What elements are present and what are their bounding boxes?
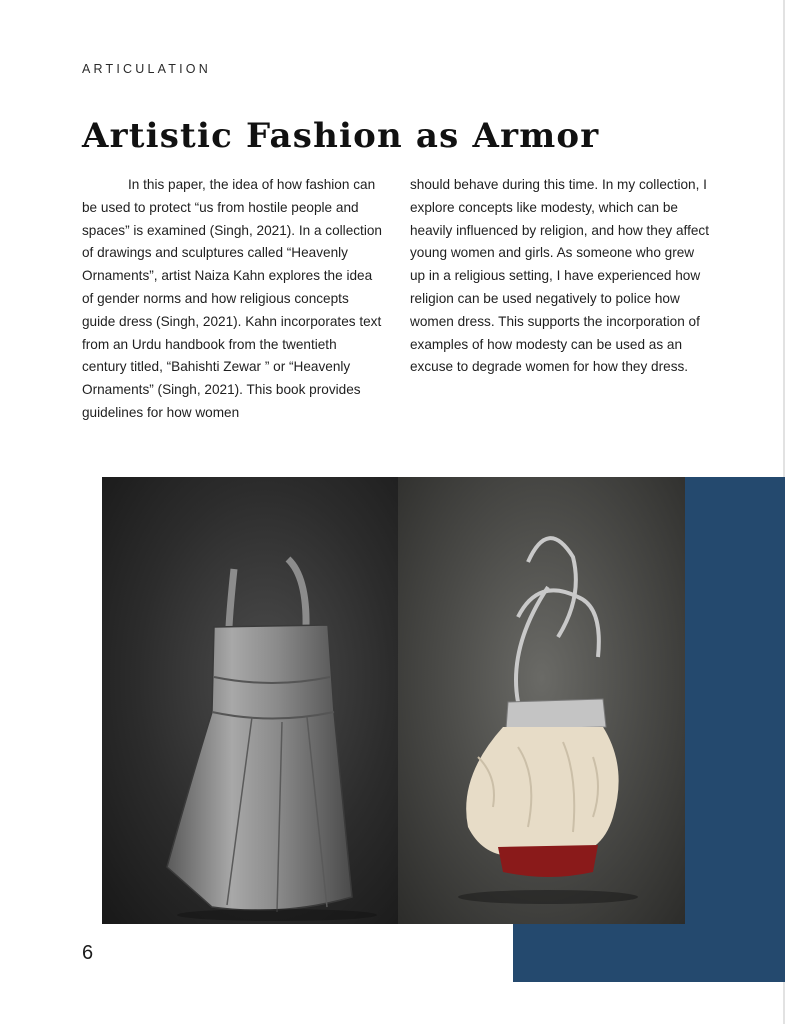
text-column-left — [82, 174, 382, 425]
photo-pair — [102, 477, 685, 924]
metal-dress-illustration — [102, 477, 398, 924]
page-number: 6 — [82, 942, 94, 964]
body-paragraph: should behave during this time. In my collection, I explore concepts like modesty, which can be heavily influenced by religion, and how they affect young women and girls. As someone who grew up in a religious setting, I have experienced how religion can be used negatively to police how women dress. This supports the incorporation of examples of how modesty can be used as an excuse to degrade women for how they dress. — [410, 177, 710, 375]
section-label: ARTICULATION — [82, 62, 211, 76]
text-column-right — [410, 174, 710, 379]
body-paragraph: In this paper, the idea of how fashion can be used to protect “us from hostile people and spaces” is examined (Singh, 2021). In a collection of drawings and sculptures called “Heavenly Ornaments”, artist Naiza Kahn explores the idea of gender norms and how religious concepts guide dress (Singh, 2021). Kahn incorporates text from an Urdu handbook from the twentieth century titled, “Bahishti Zewar ” or “Heavenly Ornaments” (Singh, 2021). This book provides guidelines for how women — [82, 177, 382, 420]
metal-dress-photo — [102, 477, 398, 924]
feather-dress-illustration — [398, 477, 685, 924]
article-title: Artistic Fashion as Armor — [82, 116, 600, 156]
feather-dress-photo — [398, 477, 685, 924]
